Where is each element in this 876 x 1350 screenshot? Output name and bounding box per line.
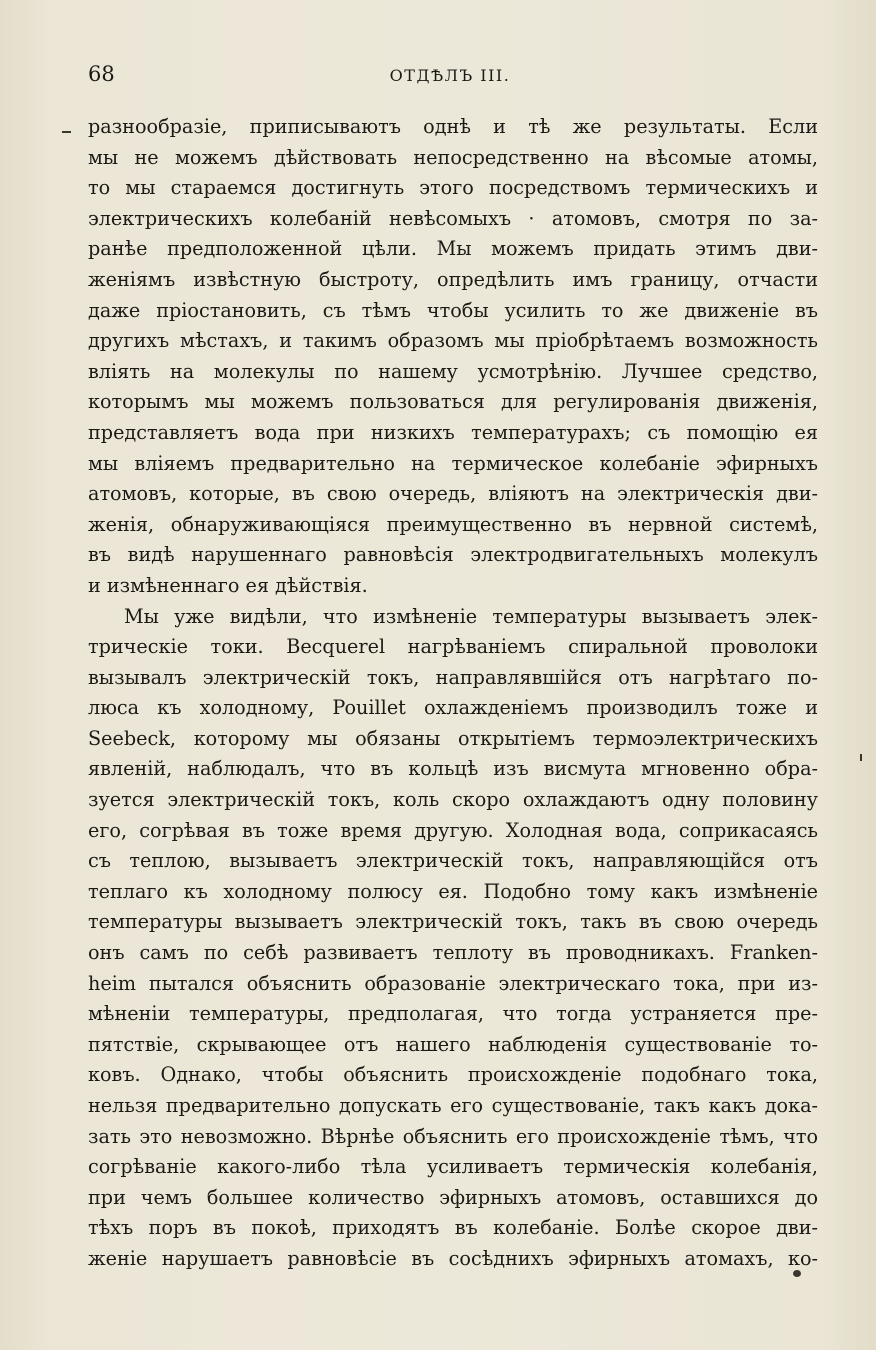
text-line: трическіе токи. Becquerel нагрѣваніемъ спиральной проволоки	[88, 635, 818, 659]
text-line: вызывалъ электрическій токъ, направлявшійся отъ нагрѣтаго по-	[88, 665, 818, 689]
page-number: 68	[88, 62, 115, 86]
text-line: при чемъ большее количество эфирныхъ атомовъ, оставшихся до	[88, 1185, 818, 1209]
text-line: женіямъ извѣстную быстроту, опредѣлить имъ границу, отчасти	[88, 267, 818, 291]
text-line: явленій, наблюдалъ, что въ кольцѣ изъ висмута мгновенно обра-	[88, 757, 818, 781]
text-line: нельзя предварительно допускать его существованіе, такъ какъ дока-	[88, 1094, 818, 1117]
text-line: съ теплою, вызываетъ электрическій токъ, направляющійся отъ	[88, 849, 818, 873]
body-text	[88, 112, 818, 1275]
text-line: даже пріостановить, съ тѣмъ чтобы усилить то же движеніе въ	[88, 298, 818, 322]
text-line: вліять на молекулы по нашему усмотрѣнію. Лучшее средство,	[88, 359, 818, 383]
text-line: мѣненіи температуры, предполагая, что тогда устраняется пре-	[88, 1002, 818, 1026]
text-line: Seebeck, которому мы обязаны открытіемъ термоэлектрическихъ	[88, 726, 818, 750]
text-line: температуры вызываетъ электрическій токъ, такъ въ свою очередь	[88, 910, 818, 934]
text-line: Мы уже видѣли, что измѣненіе температуры вызываетъ элек-	[124, 604, 818, 628]
text-line: люса къ холодному, Pouillet охлажденіемъ производилъ тоже и	[88, 696, 818, 720]
text-line: теплаго къ холодному полюсу ея. Подобно тому какъ измѣненіе	[88, 879, 818, 903]
margin-tick-mark	[860, 754, 862, 761]
text-line: атомовъ, которые, въ свою очередь, вліяютъ на электрическія дви-	[88, 482, 818, 506]
text-line: то мы стараемся достигнуть этого посредствомъ термическихъ и	[88, 176, 818, 200]
paragraph-1	[88, 112, 818, 602]
text-line: мы не можемъ дѣйствовать непосредственно на вѣсомые атомы,	[88, 145, 818, 169]
text-line: зать это невозможно. Вѣрнѣе объяснить его происхожденіе тѣмъ, что	[88, 1124, 818, 1148]
text-line: согрѣваніе какого-либо тѣла усиливаетъ термическія колебанія,	[88, 1155, 818, 1179]
text-line: пятствіе, скрывающее отъ нашего наблюденія существованіе то-	[88, 1032, 818, 1056]
text-line: въ видѣ нарушеннаго равновѣсія электродвигательныхъ молекулъ	[88, 543, 818, 567]
text-line: онъ самъ по себѣ развиваетъ теплоту въ проводникахъ. Franken-	[88, 941, 818, 965]
running-head: ОТДѢЛЪ III.	[389, 66, 511, 85]
text-line: разнообразіе, приписываютъ однѣ и тѣ же результаты. Если	[88, 115, 818, 138]
text-line: женіе нарушаетъ равновѣсіе въ сосѣднихъ эфирныхъ атомахъ, ко-	[88, 1246, 818, 1270]
text-line: его, согрѣвая въ тоже время другую. Холодная вода, соприкасаясь	[88, 818, 818, 842]
text-line: тѣхъ поръ въ покоѣ, приходятъ въ колебаніе. Болѣе скорое дви-	[88, 1216, 818, 1240]
text-line: зуется электрическій токъ, коль скоро охлаждаютъ одну половину	[88, 788, 818, 812]
page-header	[88, 62, 812, 94]
text-line: другихъ мѣстахъ, и такимъ образомъ мы пріобрѣтаемъ возможность	[88, 329, 818, 353]
text-line: ранѣе предположенной цѣли. Мы можемъ придать этимъ дви-	[88, 237, 818, 261]
text-line: представляетъ вода при низкихъ температурахъ; съ помощію ея	[88, 420, 818, 444]
paragraph-2	[88, 602, 818, 1275]
margin-dash-mark	[62, 131, 71, 133]
text-line: heim пытался объяснить образованіе электрическаго тока, при из-	[88, 971, 818, 995]
text-line: мы вліяемъ предварительно на термическое колебаніе эфирныхъ	[88, 451, 818, 475]
text-line: электрическихъ колебаній невѣсомыхъ · атомовъ, смотря по за-	[88, 206, 818, 230]
text-line: ковъ. Однако, чтобы объяснить происхожденіе подобнаго тока,	[88, 1063, 818, 1087]
text-line: женія, обнаруживающіяся преимущественно въ нервной системѣ,	[88, 512, 818, 536]
text-line: и измѣненнаго ея дѣйствія.	[88, 573, 368, 597]
text-line: которымъ мы можемъ пользоваться для регулированія движенія,	[88, 390, 818, 414]
